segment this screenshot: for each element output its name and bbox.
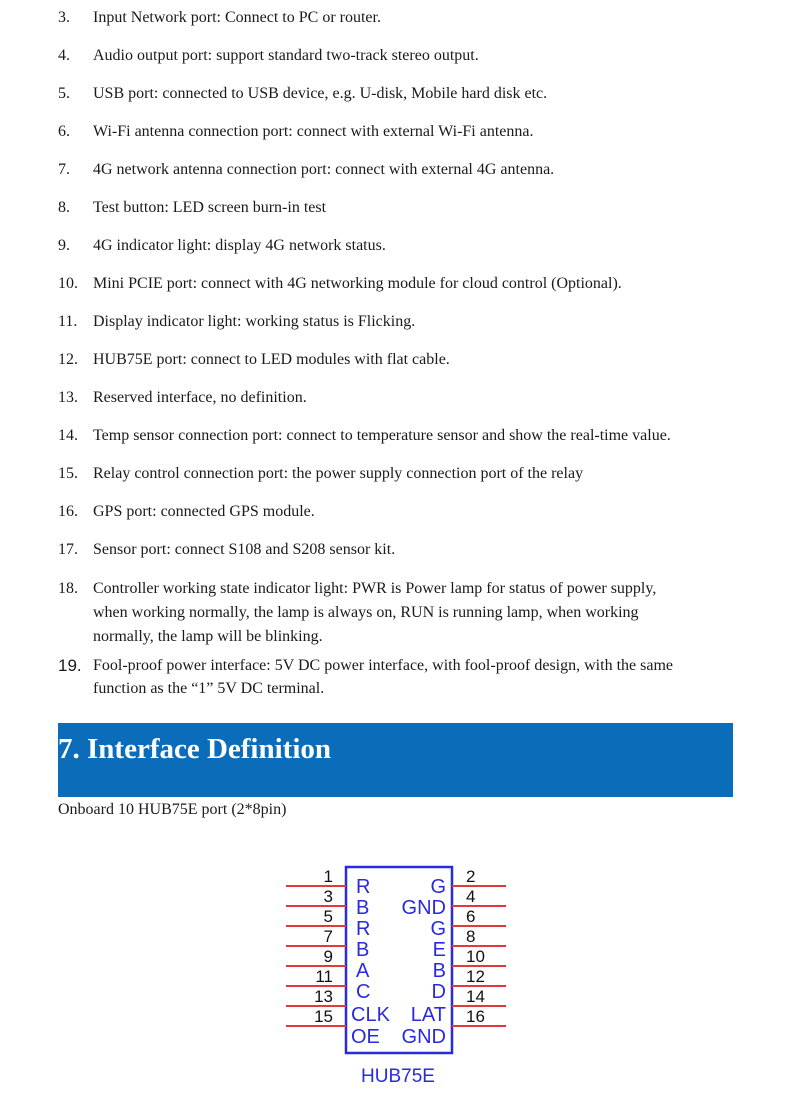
list-item-number: 13. [58, 389, 78, 406]
signal-label: E [432, 939, 446, 961]
list-item-number: 17. [58, 541, 78, 558]
list-item-text-line: normally, the lamp will be blinking. [93, 628, 323, 645]
list-item-text: Display indicator light: working status is Flicking. [93, 313, 416, 330]
list-item-text: 4G network antenna connection port: connect with external 4G antenna. [93, 161, 555, 178]
list-item-text: Relay control connection port: the power supply connection port of the relay [93, 465, 584, 482]
list-item-text: Audio output port: support standard two-track stereo output. [93, 47, 479, 64]
pin-number: 16 [466, 1007, 485, 1026]
pin-number: 7 [323, 927, 333, 946]
list-item-number: 16. [58, 503, 78, 520]
list-item-number: 5. [58, 85, 70, 102]
signal-label: D [431, 981, 446, 1003]
pin-number: 2 [466, 867, 476, 886]
section-title: 7. Interface Definition [58, 733, 332, 765]
list-item-text: Input Network port: Connect to PC or router. [93, 9, 381, 26]
signal-label: R [356, 876, 371, 898]
pin-number: 10 [466, 947, 485, 966]
pin-number: 9 [323, 947, 333, 966]
signal-label: G [430, 918, 446, 940]
list-item-text: Temp sensor connection port: connect to temperature sensor and show the real-time value. [93, 427, 671, 444]
pin-number: 15 [314, 1007, 333, 1026]
signal-label: G [430, 876, 446, 898]
pin-number: 5 [323, 907, 333, 926]
signal-label: B [432, 960, 446, 982]
pin-number: 11 [315, 967, 333, 986]
list-item-number: 4. [58, 47, 70, 64]
intro-text: Onboard 10 HUB75E port (2*8pin) [58, 801, 287, 818]
list-item-number: 19. [58, 656, 82, 675]
list-item-text: USB port: connected to USB device, e.g. U-disk, Mobile hard disk etc. [93, 85, 548, 102]
pin-number: 1 [323, 867, 333, 886]
list-item-text: HUB75E port: connect to LED modules with flat cable. [93, 351, 450, 368]
signal-label: OE [351, 1026, 380, 1048]
list-item-number: 14. [58, 427, 78, 444]
connector-name: HUB75E [361, 1066, 435, 1087]
list-item-number: 6. [58, 123, 70, 140]
signal-label: GND [401, 897, 446, 919]
pin-number: 4 [466, 887, 476, 906]
pin-number: 6 [466, 907, 476, 926]
list-item-text: Wi-Fi antenna connection port: connect with external Wi-Fi antenna. [93, 123, 534, 140]
list-item-number: 12. [58, 351, 78, 368]
list-item-number: 15. [58, 465, 78, 482]
list-item-number: 7. [58, 161, 70, 178]
list-item-number: 3. [58, 9, 70, 26]
list-item-text-line: function as the “1” 5V DC terminal. [93, 680, 325, 697]
list-item-number: 8. [58, 199, 70, 216]
pin-number: 14 [466, 987, 485, 1006]
list-item-text: Reserved interface, no definition. [93, 389, 307, 406]
list-item-number: 18. [58, 580, 78, 597]
list-item-text-line: Fool-proof power interface: 5V DC power interface, with fool-proof design, with the same [93, 657, 673, 674]
hub75e-connector-diagram [280, 860, 520, 1090]
signal-label: R [356, 918, 371, 940]
signal-label: CLK [351, 1004, 390, 1026]
section-banner [58, 723, 733, 797]
pin-number: 3 [323, 887, 333, 906]
signal-label: GND [401, 1026, 446, 1048]
list-item-text: Mini PCIE port: connect with 4G networking module for cloud control (Optional). [93, 275, 622, 292]
list-item-number: 10. [58, 275, 78, 292]
pin-number: 12 [466, 967, 485, 986]
pin-number: 13 [314, 987, 333, 1006]
signal-label: B [356, 939, 370, 961]
signal-label: A [356, 960, 370, 982]
list-item-text: Test button: LED screen burn-in test [93, 199, 327, 216]
list-item-number: 11. [58, 313, 78, 330]
pin-number: 8 [466, 927, 476, 946]
list-item-text: GPS port: connected GPS module. [93, 503, 315, 520]
signal-label: LAT [410, 1004, 446, 1026]
list-item-text-line: Controller working state indicator light: PWR is Power lamp for status of power supply, [93, 580, 657, 597]
signal-label: B [356, 897, 370, 919]
list-item-text-line: when working normally, the lamp is always on, RUN is running lamp, when working [93, 604, 639, 621]
signal-label: C [356, 981, 371, 1003]
list-item-text: Sensor port: connect S108 and S208 sensor kit. [93, 541, 396, 558]
list-item-text: 4G indicator light: display 4G network status. [93, 237, 386, 254]
list-item-number: 9. [58, 237, 70, 254]
